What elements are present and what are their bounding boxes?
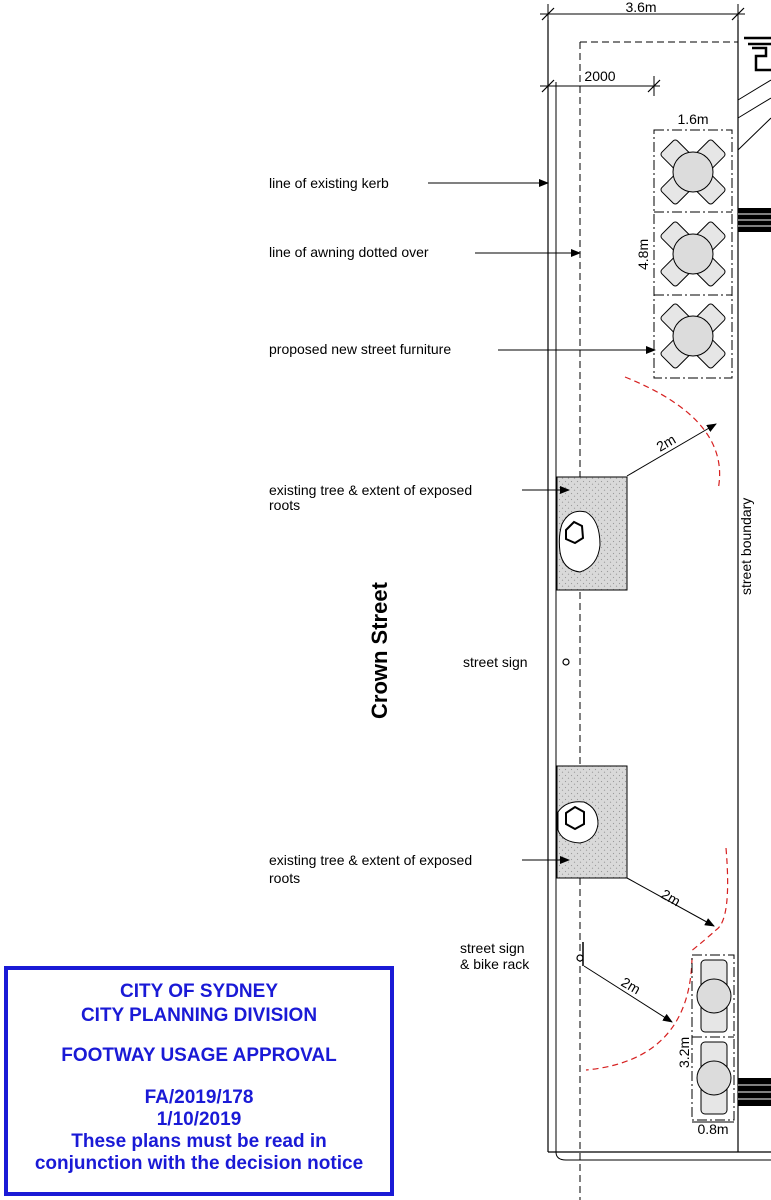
- cafe-table-2: [642, 203, 744, 305]
- stamp-line-7: conjunction with the decision notice: [34, 1153, 364, 1174]
- cafe-table-1: [642, 121, 744, 223]
- annotation-furniture: [269, 341, 655, 357]
- bench-seating-zone: [676, 955, 734, 1137]
- street-name-label: Crown Street: [367, 582, 392, 719]
- stamp-line-4: FA/2019/178: [144, 1087, 254, 1108]
- dimension-awning-offset: [540, 68, 660, 96]
- stamp-line-1: CITY OF SYDNEY: [119, 981, 278, 1002]
- annotation-tree-1: [269, 482, 569, 513]
- street-boundary-label: street boundary: [738, 497, 754, 595]
- clearance-arc-2: [627, 848, 728, 952]
- stamp-line-3: FOOTWAY USAGE APPROVAL: [61, 1045, 337, 1066]
- svg-text:existing tree & extent of expo: existing tree & extent of exposed: [269, 852, 473, 868]
- svg-text:existing tree & extent of expo: existing tree & extent of exposed: [269, 482, 473, 498]
- svg-text:roots: roots: [269, 497, 301, 513]
- svg-text:& bike rack: & bike rack: [460, 956, 530, 972]
- dimension-awning-offset-label: 2000: [584, 68, 616, 84]
- radius-1-label: 2m: [653, 431, 679, 455]
- dimension-total-width: [540, 0, 745, 28]
- table-zone-length-label: 4.8m: [635, 238, 651, 270]
- annotation-bike-rack: [460, 940, 530, 972]
- street-sign-1: [563, 659, 569, 665]
- bench-width-label: 0.8m: [697, 1121, 729, 1137]
- bench-zone-length-label: 3.2m: [676, 1036, 692, 1068]
- tree-2: [557, 766, 627, 878]
- stamp-line-6: These plans must be read in: [71, 1131, 327, 1152]
- radius-2-label: 2m: [658, 885, 684, 910]
- svg-text:line of existing kerb: line of existing kerb: [269, 175, 389, 191]
- annotation-awning: [269, 244, 580, 260]
- stamp-line-2: CITY PLANNING DIVISION: [80, 1005, 318, 1026]
- svg-text:street sign: street sign: [463, 654, 528, 670]
- svg-text:proposed new street furniture: proposed new street furniture: [269, 341, 452, 357]
- radius-3-label: 2m: [618, 973, 644, 998]
- svg-text:roots: roots: [269, 870, 301, 886]
- annotation-kerb: [269, 175, 548, 191]
- table-width-label: 1.6m: [677, 111, 709, 127]
- svg-text:line of awning dotted over: line of awning dotted over: [269, 244, 429, 260]
- clearance-arc-1: [625, 377, 720, 490]
- stamp-line-5: 1/10/2019: [156, 1109, 242, 1130]
- annotation-street-sign: [463, 654, 528, 670]
- street-boundary-line: [738, 20, 754, 1152]
- annotation-tree-2: [269, 852, 569, 886]
- tree-1: [557, 477, 627, 590]
- cafe-table-3: [642, 285, 744, 387]
- dimension-total-label: 3.6m: [625, 0, 657, 15]
- approval-stamp: [4, 966, 394, 1196]
- svg-text:street sign: street sign: [460, 940, 525, 956]
